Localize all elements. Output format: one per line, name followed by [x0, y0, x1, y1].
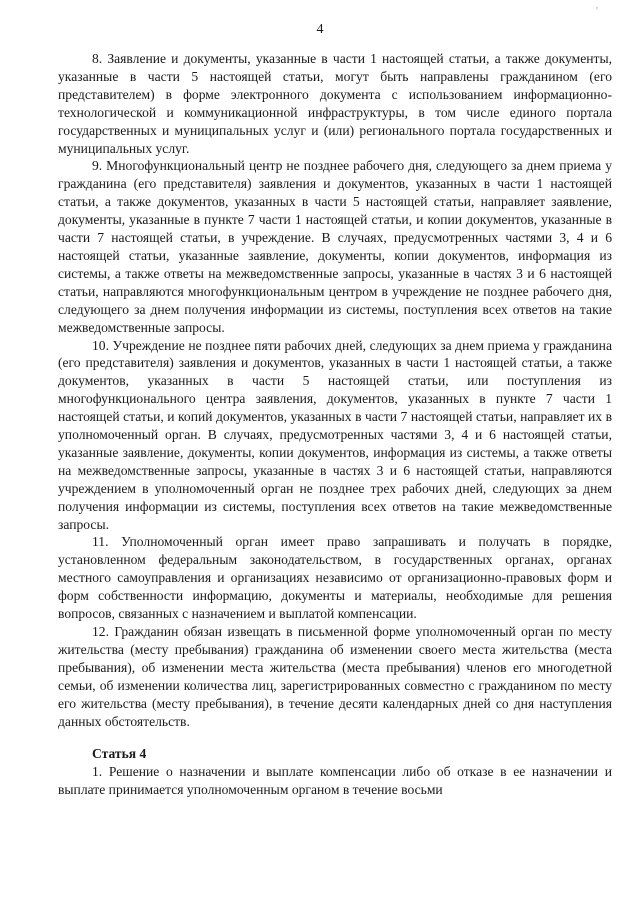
document-body — [58, 50, 612, 799]
paragraph-11: 11. Уполномоченный орган имеет право запрашивать и получать в порядке, установленном федеральным законодательством, в государственных органах, органах местного самоуправления и организациях независимо от организационно-правовых форм и форм собственности информацию, документы и материалы, необходимые для решения вопросов, связанных с назначением и выплатой компенсации. — [58, 534, 612, 622]
scan-mark: ' — [596, 6, 598, 17]
paragraph-12: 12. Гражданин обязан извещать в письменной форме уполномоченный орган по месту жительства (месту пребывания) гражданина об изменении своего места жительства (места пребывания), об изменении места жительства (места пребывания) членов его многодетной семьи, об изменении количества лиц, зарегистрированных совместно с гражданином по месту его жительства (месту пребывания), в течение десяти календарных дней со дня наступления данных обстоятельств. — [58, 624, 612, 729]
paragraph-10: 10. Учреждение не позднее пяти рабочих дней, следующих за днем приема у гражданина (его представителя) заявления и документов, указанных в части 1 настоящей статьи, а также документов, указанных в части 5 настоящей статьи, или поступления из многофункционального центра заявления, документов, указанных в пункте 7 части 1 настоящей статьи, и копий документов, указанных в части 7 настоящей статьи, направляет их в уполномоченный орган. В случаях, предусмотренных частями 3, 4 и 6 настоящей статьи, указанные заявление, документы, копии документов, информация из системы, а также ответы на межведомственные запросы, указанные в частях 3 и 6 настоящей статьи, направляются учреждением в уполномоченный орган не позднее трех рабочих дней, следующих за днем получения информации из системы, поступления всех ответов на такие межведомственные запросы. — [58, 337, 612, 532]
paragraph-9: 9. Многофункциональный центр не позднее рабочего дня, следующего за днем приема у гражданина (его представителя) заявления и документов, указанных в части 1 настоящей статьи, а также документов, указанных в части 5 настоящей статьи, направляет заявление, документы, указанные в пункте 7 части 1 настоящей статьи, и копии документов, указанные в части 7 настоящей статьи, в учреждение. В случаях, предусмотренных частями 3, 4 и 6 настоящей статьи, указанные заявление, документы, копии документов, информация из системы, а также ответы на межведомственные запросы, указанные в частях 3 и 6 настоящей статьи, направляются многофункциональным центром в учреждение не позднее рабочего дня, следующего за днем получения информации из системы, поступления всех ответов на такие межведомственные запросы. — [58, 158, 612, 335]
article-4-paragraph-1: 1. Решение о назначении и выплате компенсации либо об отказе в ее назначении и выплате принимается уполномоченным органом в течение восьми — [58, 764, 612, 798]
article-heading: Статья 4 — [92, 746, 147, 762]
page-number: 4 — [316, 22, 324, 37]
paragraph-8: 8. Заявление и документы, указанные в части 1 настоящей статьи, а также документы, указанные в части 5 настоящей статьи, могут быть направлены гражданином (его представителем) в форме электронного документа с использованием информационно-технологической и коммуникационной инфраструктуры, в том числе единого портала государственных и муниципальных услуг и (или) регионального портала государственных и муниципальных услуг. — [58, 51, 612, 156]
